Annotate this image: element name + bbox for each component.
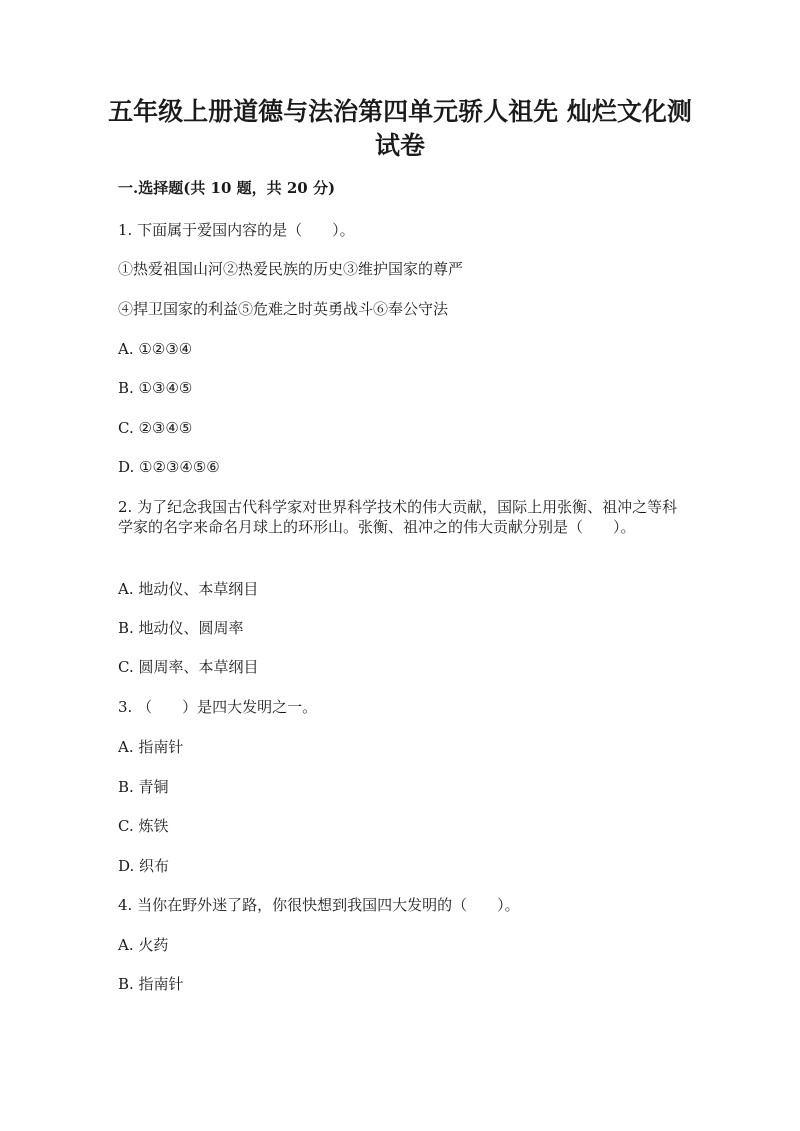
question-1-option-a: A. ①②③④ — [118, 340, 193, 358]
question-3-option-b: B. 青铜 — [118, 778, 169, 796]
question-1-option-c: C. ②③④⑤ — [118, 419, 193, 437]
question-3-stem: 3. （ ）是四大发明之一。 — [118, 698, 318, 716]
question-1-stem: 1. 下面属于爱国内容的是（ ）。 — [118, 221, 355, 239]
question-2-option-a: A. 地动仪、本草纲目 — [118, 580, 259, 598]
question-2-stem: 2. 为了纪念我国古代科学家对世界科学技术的伟大贡献，国际上用张衡、祖冲之等科学家的名字来命名月球上的环形山。张衡、祖冲之的伟大贡献分别是（ ）。 — [118, 498, 678, 536]
question-2-option-b: B. 地动仪、圆周率 — [118, 619, 244, 637]
exam-title: 五年级上册道德与法治第四单元骄人祖先 灿烂文化测试卷 — [108, 97, 692, 160]
question-2-option-c: C. 圆周率、本草纲目 — [118, 658, 259, 676]
question-1-statement-line-1: ①热爱祖国山河②热爱民族的历史③维护国家的尊严 — [118, 260, 464, 278]
question-3-option-c: C. 炼铁 — [118, 817, 169, 835]
question-3-option-d: D. 织布 — [118, 857, 170, 875]
question-3-option-a: A. 指南针 — [118, 738, 184, 756]
question-4-option-a: A. 火药 — [118, 936, 169, 954]
question-4-stem: 4. 当你在野外迷了路，你很快想到我国四大发明的（ ）。 — [118, 896, 520, 914]
question-1-statement-line-2: ④捍卫国家的利益⑤危难之时英勇战斗⑥奉公守法 — [118, 300, 449, 318]
question-1-option-d: D. ①②③④⑤⑥ — [118, 458, 220, 476]
question-1-option-b: B. ①③④⑤ — [118, 379, 193, 397]
section-heading-multiple-choice: 一.选择题(共 10 题，共 20 分) — [118, 179, 336, 197]
question-4-option-b: B. 指南针 — [118, 975, 184, 993]
